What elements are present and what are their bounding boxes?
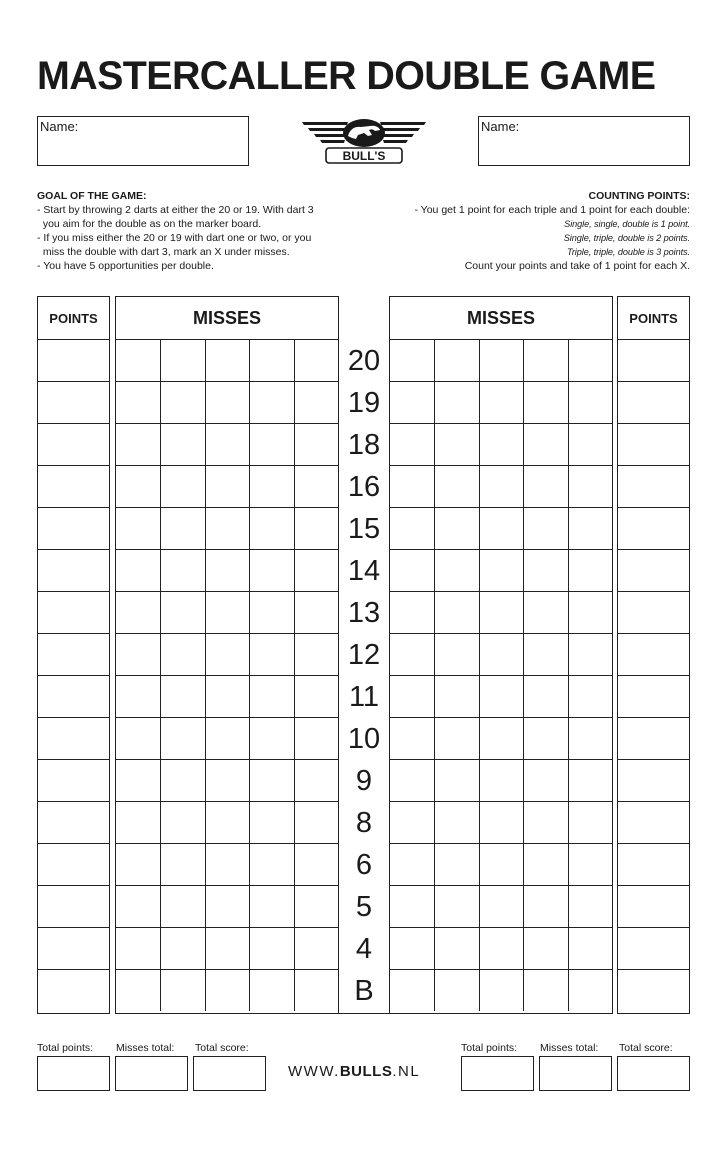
miss-cell-divider: [205, 339, 206, 1011]
website-suffix: .NL: [392, 1063, 421, 1080]
points-column-left[interactable]: [37, 339, 110, 1014]
double-number: 12: [347, 639, 381, 671]
row-divider: [115, 969, 339, 970]
misses-total-box-right[interactable]: [539, 1056, 612, 1091]
row-divider: [115, 675, 339, 676]
row-divider: [37, 801, 110, 802]
misses-area-left[interactable]: [115, 339, 339, 1014]
counting-example: Triple, triple, double is 3 points.: [567, 247, 690, 257]
row-divider: [37, 591, 110, 592]
row-divider: [115, 801, 339, 802]
double-number: 16: [347, 471, 381, 503]
total-score-label-left: Total score:: [195, 1042, 249, 1054]
row-divider: [389, 633, 613, 634]
row-divider: [617, 423, 690, 424]
row-divider: [37, 843, 110, 844]
row-divider: [617, 381, 690, 382]
counting-example: Single, single, double is 1 point.: [564, 219, 690, 229]
miss-cell-divider: [479, 339, 480, 1011]
misses-total-label-right: Misses total:: [540, 1042, 599, 1054]
double-number: 4: [355, 933, 373, 965]
total-points-label-left: Total points:: [37, 1042, 94, 1054]
points-header-right: POINTS: [617, 296, 690, 340]
row-divider: [617, 633, 690, 634]
row-divider: [617, 885, 690, 886]
misses-header-left: MISSES: [115, 296, 339, 340]
row-divider: [115, 591, 339, 592]
double-number: 14: [347, 555, 381, 587]
points-column-right[interactable]: [617, 339, 690, 1014]
miss-cell-divider: [294, 339, 295, 1011]
row-divider: [37, 465, 110, 466]
row-divider: [389, 927, 613, 928]
goal-heading: GOAL OF THE GAME:: [37, 190, 147, 202]
double-number: 15: [347, 513, 381, 545]
row-divider: [389, 801, 613, 802]
row-divider: [617, 801, 690, 802]
double-number: 20: [347, 345, 381, 377]
row-divider: [37, 969, 110, 970]
goal-line: - You have 5 opportunities per double.: [37, 260, 214, 272]
row-divider: [389, 549, 613, 550]
counting-section: [370, 189, 690, 273]
name-label-right: Name:: [481, 119, 520, 134]
website-prefix: WWW.: [288, 1063, 340, 1080]
row-divider: [389, 507, 613, 508]
row-divider: [37, 507, 110, 508]
double-number: 5: [355, 891, 373, 923]
miss-cell-divider: [434, 339, 435, 1011]
website-link: [288, 1063, 420, 1080]
miss-cell-divider: [249, 339, 250, 1011]
name-label-left: Name:: [40, 119, 79, 134]
row-divider: [389, 423, 613, 424]
row-divider: [617, 675, 690, 676]
row-divider: [115, 717, 339, 718]
miss-cell-divider: [568, 339, 569, 1011]
misses-header-right: MISSES: [389, 296, 613, 340]
row-divider: [617, 759, 690, 760]
double-number: 10: [347, 723, 381, 755]
counting-line: Count your points and take of 1 point for each X.: [464, 260, 690, 272]
total-points-label-right: Total points:: [461, 1042, 518, 1054]
double-number: 6: [355, 849, 373, 881]
row-divider: [617, 591, 690, 592]
total-score-box-left[interactable]: [193, 1056, 266, 1091]
misses-total-label-left: Misses total:: [116, 1042, 175, 1054]
double-number: B: [354, 975, 374, 1007]
row-divider: [115, 927, 339, 928]
total-score-box-right[interactable]: [617, 1056, 690, 1091]
row-divider: [617, 843, 690, 844]
row-divider: [115, 381, 339, 382]
double-number: 9: [355, 765, 373, 797]
counting-heading: COUNTING POINTS:: [588, 190, 690, 202]
row-divider: [389, 591, 613, 592]
miss-cell-divider: [523, 339, 524, 1011]
row-divider: [37, 927, 110, 928]
counting-example: Single, triple, double is 2 points.: [563, 233, 690, 243]
name-field-left[interactable]: [37, 116, 249, 166]
page-title: MASTERCALLER DOUBLE GAME: [37, 54, 656, 98]
row-divider: [115, 549, 339, 550]
goal-line: - If you miss either the 20 or 19 with dart one or two, or you: [37, 232, 312, 244]
double-number: 11: [348, 681, 380, 713]
row-divider: [115, 633, 339, 634]
row-divider: [37, 885, 110, 886]
double-number: 13: [347, 597, 381, 629]
row-divider: [617, 465, 690, 466]
row-divider: [389, 885, 613, 886]
total-points-box-right[interactable]: [461, 1056, 534, 1091]
row-divider: [37, 549, 110, 550]
row-divider: [115, 507, 339, 508]
goal-line: you aim for the double as on the marker board.: [37, 218, 262, 230]
row-divider: [389, 759, 613, 760]
total-score-label-right: Total score:: [619, 1042, 673, 1054]
double-number: 19: [347, 387, 381, 419]
total-points-box-left[interactable]: [37, 1056, 110, 1091]
name-field-right[interactable]: [478, 116, 690, 166]
row-divider: [617, 507, 690, 508]
goal-line: - Start by throwing 2 darts at either the 20 or 19. With dart 3: [37, 204, 314, 216]
row-divider: [617, 549, 690, 550]
row-divider: [389, 675, 613, 676]
row-divider: [389, 969, 613, 970]
counting-line: - You get 1 point for each triple and 1 point for each double:: [414, 204, 690, 216]
goal-section: [37, 189, 357, 273]
row-divider: [37, 423, 110, 424]
bulls-logo: [300, 116, 428, 166]
row-divider: [617, 717, 690, 718]
miss-cell-divider: [160, 339, 161, 1011]
row-divider: [115, 759, 339, 760]
row-divider: [37, 675, 110, 676]
row-divider: [617, 927, 690, 928]
row-divider: [37, 717, 110, 718]
row-divider: [389, 465, 613, 466]
row-divider: [115, 423, 339, 424]
row-divider: [115, 843, 339, 844]
row-divider: [389, 843, 613, 844]
row-divider: [389, 717, 613, 718]
row-divider: [115, 465, 339, 466]
row-divider: [37, 381, 110, 382]
website-brand: BULLS: [339, 1063, 393, 1080]
misses-area-right[interactable]: [389, 339, 613, 1014]
row-divider: [617, 969, 690, 970]
misses-total-box-left[interactable]: [115, 1056, 188, 1091]
goal-line: miss the double with dart 3, mark an X under misses.: [37, 246, 290, 258]
row-divider: [389, 381, 613, 382]
double-number: 18: [347, 429, 381, 461]
logo-text: BULL'S: [342, 149, 386, 163]
double-number: 8: [355, 807, 373, 839]
row-divider: [37, 759, 110, 760]
row-divider: [37, 633, 110, 634]
row-divider: [115, 885, 339, 886]
points-header-left: POINTS: [37, 296, 110, 340]
